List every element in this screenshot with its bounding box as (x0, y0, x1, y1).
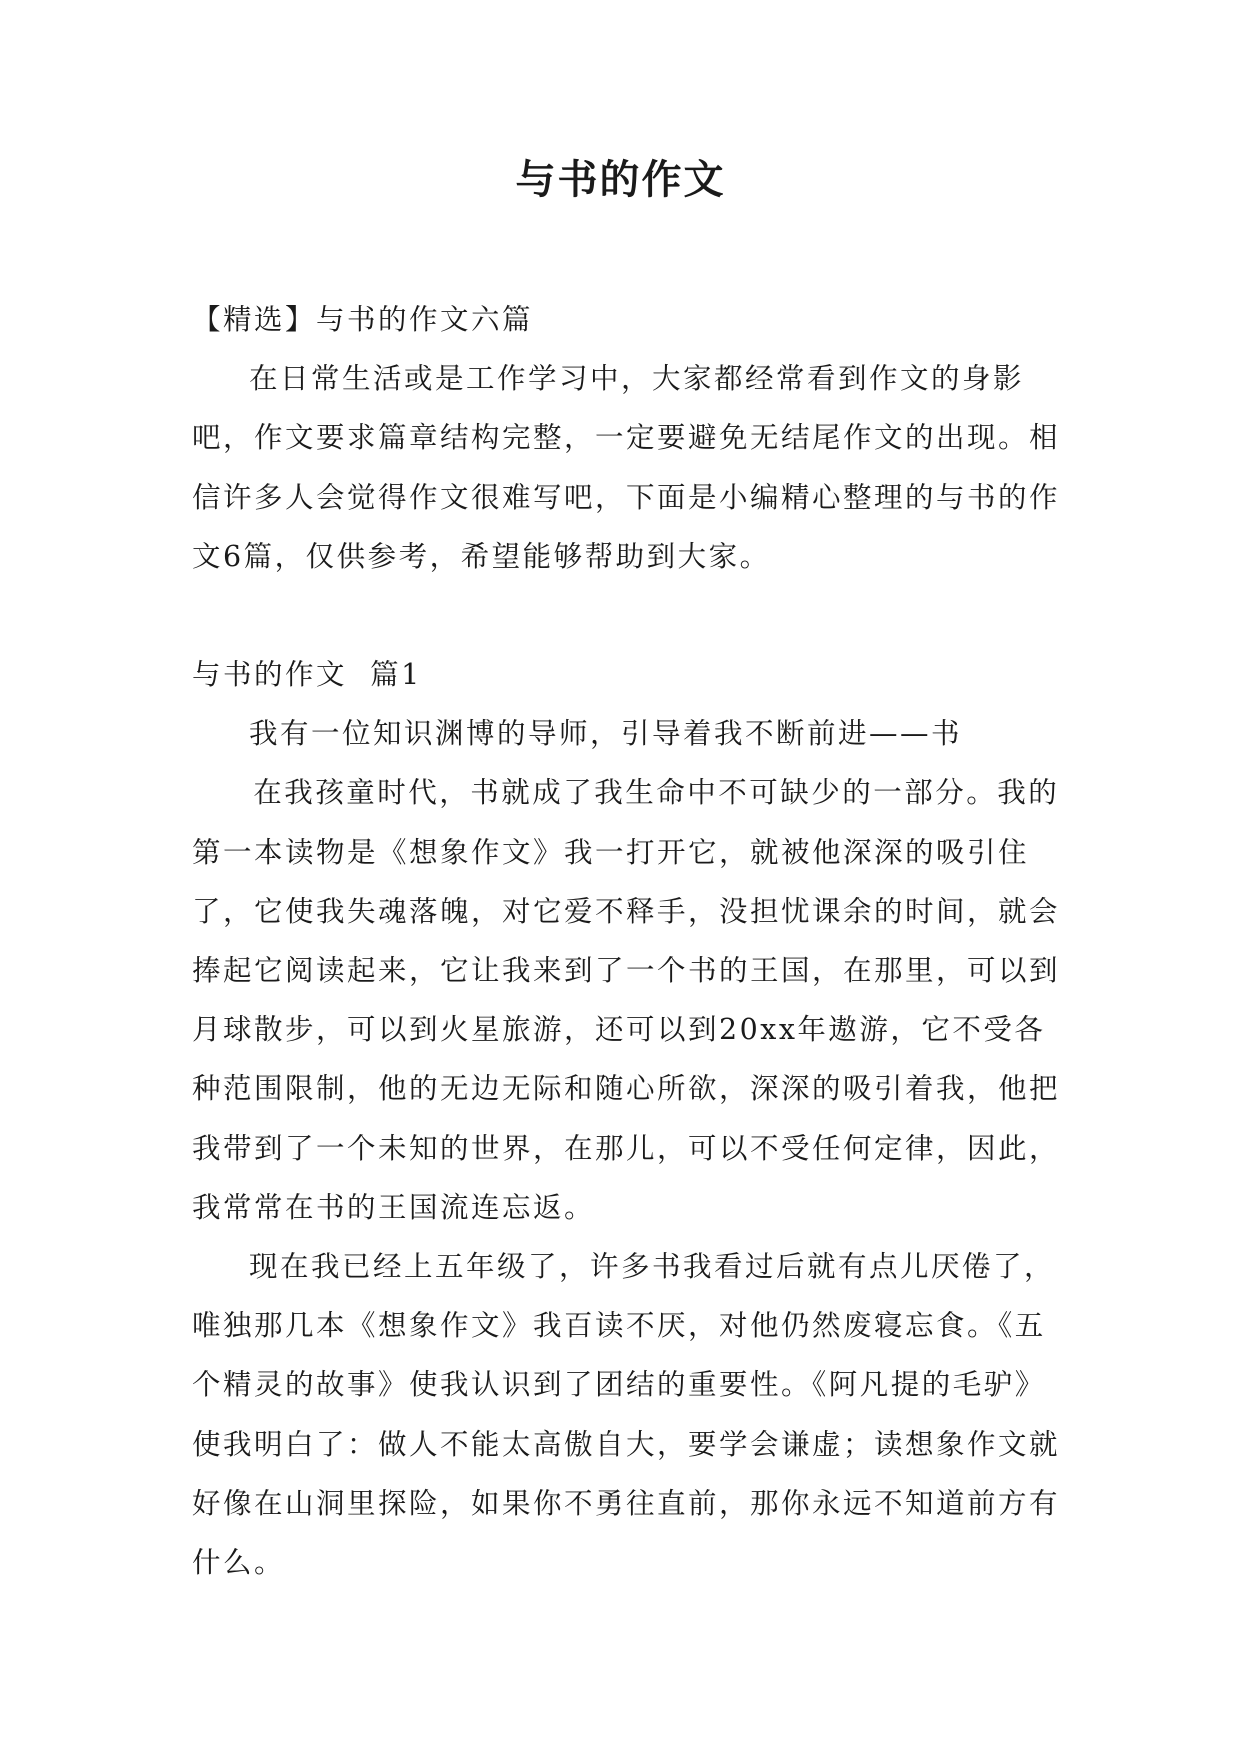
intro-paragraph: 在日常生活或是工作学习中，大家都经常看到作文的身影吧，作文要求篇章结构完整，一定要避免无结尾作文的出现。相信许多人会觉得作文很难写吧，下面是小编精心整理的与书的作文6篇，仅供参考，希望能够帮助到大家。 (192, 362, 1061, 573)
document-subtitle: 【精选】与书的作文六篇 (192, 303, 534, 336)
body-paragraph: 在我孩童时代，书就成了我生命中不可缺少的一部分。我的第一本读物是《想象作文》我一打开它，就被他深深的吸引住了，它使我失魂落魄，对它爱不释手，没担忧课余的时间，就会捧起它阅读起来，它让我来到了一个书的王国，在那里，可以到月球散步，可以到火星旅游，还可以到20xx年遨游，它不受各种范围限制，他的无边无际和随心所欲，深深的吸引着我，他把我带到了一个未知的世界，在那儿，可以不受任何定律，因此，我常常在书的王国流连忘返。 (192, 776, 1061, 1224)
document-title: 与书的作文 (515, 157, 726, 203)
section-heading: 与书的作文 篇1 (192, 658, 422, 692)
body-paragraph: 现在我已经上五年级了，许多书我看过后就有点儿厌倦了，唯独那几本《想象作文》我百读不厌，对他仍然废寝忘食。《五个精灵的故事》使我认识到了团结的重要性。《阿凡提的毛驴》使我明白了：做人不能太高傲自大，要学会谦虚；读想象作文就好像在山洞里探险，如果你不勇往直前，那你永远不知道前方有什么。 (192, 1250, 1061, 1580)
body-paragraph: 我有一位知识渊博的导师，引导着我不断前进——书 (249, 717, 963, 751)
section-spacer (192, 586, 1062, 645)
document-body (192, 290, 1062, 1592)
